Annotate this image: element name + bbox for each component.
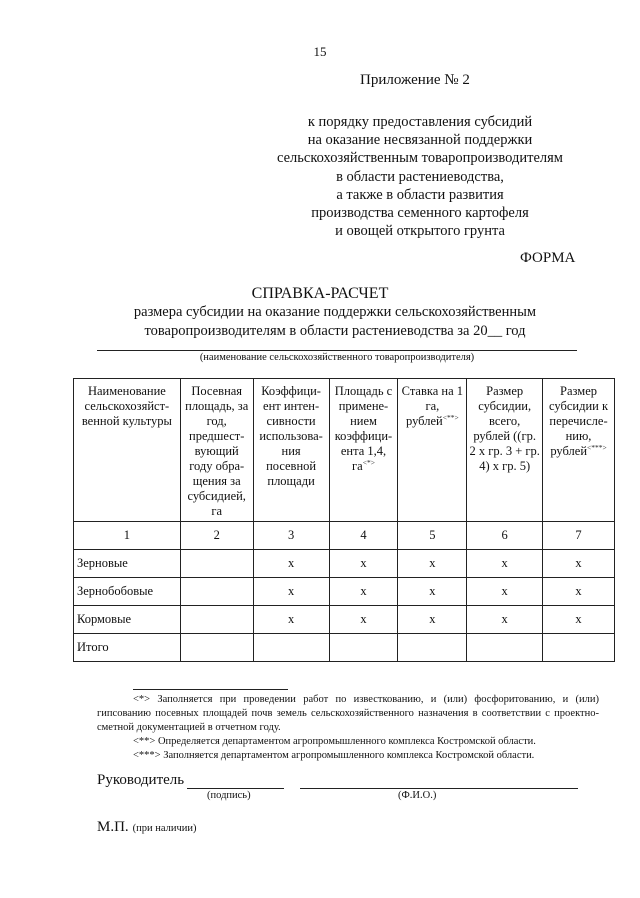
table-cell: x xyxy=(329,606,398,634)
producer-name-line[interactable] xyxy=(97,350,577,351)
table-cell[interactable] xyxy=(253,634,329,662)
producer-name-caption: (наименование сельскохозяйственного товаропроизводителя) xyxy=(199,352,475,363)
table-cell: x xyxy=(329,578,398,606)
header-crop-name: Наименование сельскохозяйст-венной культуры xyxy=(74,379,181,522)
row-label: Зерновые xyxy=(74,550,181,578)
table-row-total xyxy=(74,634,615,662)
table-cell: x xyxy=(467,550,543,578)
footnote-mark: <*> xyxy=(362,457,375,467)
row-label: Кормовые xyxy=(74,606,181,634)
table-cell: x xyxy=(329,550,398,578)
table-cell: x xyxy=(253,606,329,634)
footnote-separator xyxy=(133,689,288,690)
footnote-3: <***> Заполняется департаментом агропромышленного комплекса Костромской области. xyxy=(133,750,535,761)
appendix-title: Приложение № 2 xyxy=(360,72,470,88)
column-number: 5 xyxy=(398,522,467,550)
order-line: в области растениеводства, xyxy=(336,168,504,185)
full-name-line[interactable] xyxy=(300,788,578,789)
full-name-caption: (Ф.И.О.) xyxy=(398,790,437,801)
order-line: а также в области развития xyxy=(336,186,504,203)
subtitle-line: товаропроизводителям в области растениеводства за 20__ год xyxy=(144,322,526,339)
calculation-table xyxy=(73,378,615,662)
stamp-block xyxy=(97,818,197,836)
document-subtitle xyxy=(80,303,590,340)
table-cell[interactable] xyxy=(180,578,253,606)
order-reference xyxy=(250,113,590,240)
signature-caption: (подпись) xyxy=(207,790,251,801)
subtitle-line: размера субсидии на оказание поддержки сельскохозяйственным xyxy=(133,304,537,320)
order-line: сельскохозяйственным товаропроизводителям xyxy=(277,150,563,167)
header-subsidy-total: Размер субсидии, всего, рублей ((гр. 2 x гр. 3 + гр. 4) x гр. 5) xyxy=(467,379,543,522)
header-intensity-coefficient: Коэффици-ент интен-сивности использова-ния посевной площади xyxy=(253,379,329,522)
table-cell: x xyxy=(398,578,467,606)
footnote-mark: <**> xyxy=(442,412,459,422)
table-cell[interactable] xyxy=(467,634,543,662)
column-number: 6 xyxy=(467,522,543,550)
column-number: 2 xyxy=(180,522,253,550)
column-number: 1 xyxy=(74,522,181,550)
signature-line[interactable] xyxy=(187,788,284,789)
table-cell: x xyxy=(543,606,615,634)
table-cell: x xyxy=(543,550,615,578)
header-sown-area: Посевная площадь, за год, предшест-вующий году обра-щения за субсидией, га xyxy=(180,379,253,522)
footnotes xyxy=(97,693,599,763)
column-number: 7 xyxy=(543,522,615,550)
document-title: СПРАВКА-РАСЧЕТ xyxy=(251,285,389,302)
table-row xyxy=(74,550,615,578)
table-cell: x xyxy=(543,578,615,606)
order-line: на оказание несвязанной поддержки xyxy=(307,132,533,149)
table-cell[interactable] xyxy=(398,634,467,662)
column-number: 4 xyxy=(329,522,398,550)
footnote-1: <*> Заполняется при проведении работ по известкованию, и (или) фосфоритованию, и (или) гипсованию посевных площадей почв земель сельскохозяйственного назначения в соответствии с проектно-сметной документацией в отчетном году. xyxy=(97,694,599,733)
row-label: Итого xyxy=(74,634,181,662)
table-cell[interactable] xyxy=(180,606,253,634)
order-line: к порядку предоставления субсидий xyxy=(307,114,533,130)
form-label: ФОРМА xyxy=(520,250,576,266)
table-cell[interactable] xyxy=(329,634,398,662)
order-line: и овощей открытого грунта xyxy=(335,223,505,240)
header-rate-per-ha: Ставка на 1 га, рублей<**> xyxy=(398,379,467,522)
table-cell[interactable] xyxy=(180,634,253,662)
table-cell[interactable] xyxy=(543,634,615,662)
table-cell: x xyxy=(253,578,329,606)
table-row xyxy=(74,606,615,634)
table-cell: x xyxy=(467,606,543,634)
header-subsidy-transfer: Размер субсидии к перечисле-нию, рублей<***> xyxy=(543,379,615,522)
table-cell: x xyxy=(398,606,467,634)
row-label: Зернобобовые xyxy=(74,578,181,606)
table-header-row xyxy=(74,379,615,522)
table-cell: x xyxy=(467,578,543,606)
footnote-mark: <***> xyxy=(587,442,607,452)
head-label: Руководитель xyxy=(97,772,185,788)
table-cell: x xyxy=(398,550,467,578)
stamp-note: (при наличии) xyxy=(132,823,197,834)
footnote-2: <**> Определяется департаментом агропромышленного комплекса Костромской области. xyxy=(133,736,536,747)
header-area-coefficient: Площадь с примене-нием коэффици-ента 1,4, га<*> xyxy=(329,379,398,522)
stamp-label: М.П. xyxy=(97,819,129,835)
page-number: 15 xyxy=(313,44,327,59)
column-number: 3 xyxy=(253,522,329,550)
column-number-row xyxy=(74,522,615,550)
order-line: производства семенного картофеля xyxy=(311,205,529,222)
table-cell[interactable] xyxy=(180,550,253,578)
table-cell: x xyxy=(253,550,329,578)
table-row xyxy=(74,578,615,606)
